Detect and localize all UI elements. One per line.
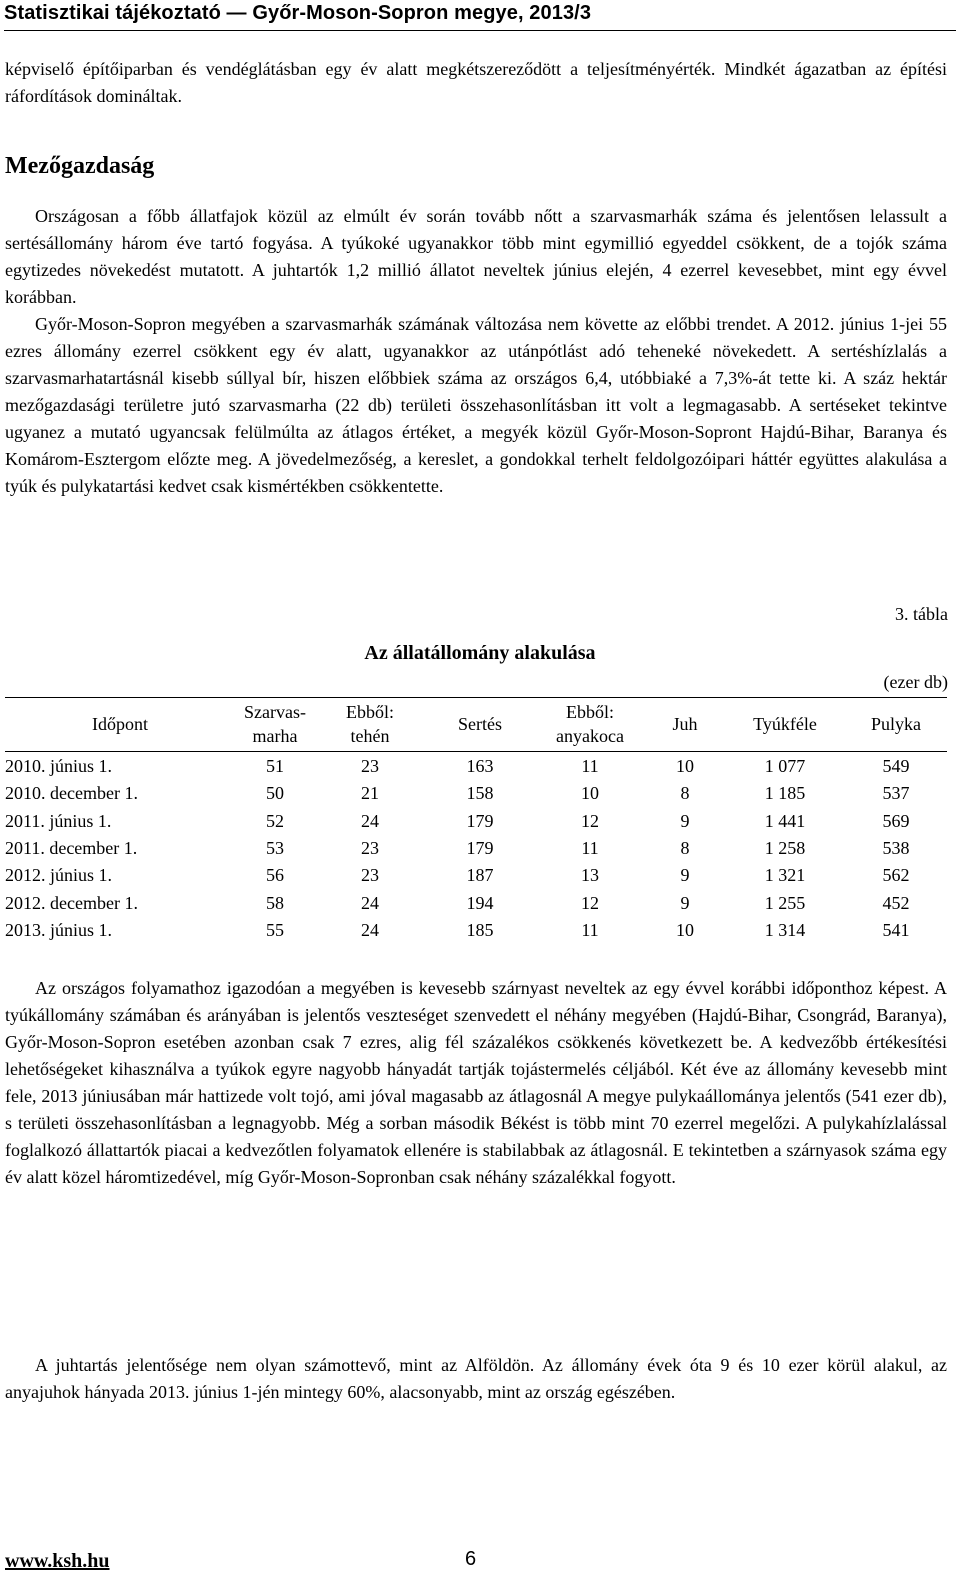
table-number: 3. tábla xyxy=(895,604,948,624)
row-value-cell: 562 xyxy=(882,865,910,886)
row-value-cell: 23 xyxy=(361,865,379,886)
row-value-cell: 8 xyxy=(680,783,690,804)
after-table-paragraph-2: A juhtartás jelentősége nem olyan számottevő, mint az Alföldön. Az állomány évek óta 9 és 10 ezer körül alakul, az anyajuhok hányada 2013. június 1-jén mintegy 60%, alacsonyabb, mint az ország egészében. xyxy=(5,1355,947,1402)
row-value-cell: 187 xyxy=(466,865,494,886)
row-value-cell: 10 xyxy=(676,919,694,940)
footer-link[interactable]: www.ksh.hu xyxy=(5,1550,110,1572)
row-value-cell: 11 xyxy=(581,756,599,776)
row-value-cell: 21 xyxy=(361,783,379,804)
row-value-cell: 9 xyxy=(680,865,690,886)
row-value-cell: 163 xyxy=(466,756,494,776)
col-header-tyukfele: Tyúkféle xyxy=(753,714,817,734)
row-value-cell: 10 xyxy=(676,756,694,776)
row-date-cell: 2010. december 1. xyxy=(5,783,138,804)
row-value-cell: 8 xyxy=(680,837,690,858)
row-value-cell: 537 xyxy=(882,783,910,804)
intro-paragraph: képviselő építőiparban és vendéglátásban egy év alatt megkétszereződött a teljesítményérték. Mindkét ágazatban az építési ráfordítások domináltak. xyxy=(5,59,947,106)
table-header-rule xyxy=(5,751,947,752)
table-title: Az állatállomány alakulása xyxy=(364,642,596,664)
row-value-cell: 1 258 xyxy=(764,837,806,858)
row-date-cell: 2012. december 1. xyxy=(5,892,138,913)
row-date-cell: 2010. június 1. xyxy=(5,756,113,776)
header-title: Statisztikai tájékoztató — Győr-Moson-Sopron megye, 2013/3 xyxy=(4,2,592,24)
row-value-cell: 12 xyxy=(581,810,599,831)
row-value-cell: 13 xyxy=(581,865,599,886)
row-value-cell: 56 xyxy=(266,865,284,886)
row-value-cell: 23 xyxy=(361,837,379,858)
row-value-cell: 1 077 xyxy=(764,756,806,776)
row-date-cell: 2013. június 1. xyxy=(5,919,113,940)
row-value-cell: 24 xyxy=(361,810,379,831)
page-header xyxy=(4,0,956,31)
col-header-teheni: Ebből: tehén xyxy=(346,702,394,746)
row-value-cell: 538 xyxy=(882,837,910,858)
col-header-serte: Sertés xyxy=(458,714,502,734)
row-value-cell: 179 xyxy=(466,837,494,858)
row-date-cell: 2012. június 1. xyxy=(5,865,113,886)
section-paragraph-1: Országosan a főbb állatfajok közül az elmúlt év során tovább nőtt a szarvasmarhák száma és jelentősen lelassult a sertésállomány három éve tartó fogyása. A tyúkoké ugyanakkor több mint egymillió egyeddel csökkent, de a tojók száma egytizedes növekedést mutatott. A juhtartók 1,2 millió állatot neveltek június elején, 4 ezerrel kevesebbet, mint egy évvel korábban. xyxy=(5,206,947,307)
table-row xyxy=(5,780,947,807)
col-header-szarvasmarha: Szarvas- marha xyxy=(244,702,306,746)
row-value-cell: 24 xyxy=(361,919,379,940)
section-paragraph-2: Győr-Moson-Sopron megyében a szarvasmarhák számának változása nem követte az előbbi trendet. A 2012. június 1-jei 55 ezres állomány ezerrel csökkent egy év alatt, ugyanakkor az utánpótlást adó teheneké növekedett. A sertéshízlalás a szarvasmarhatartásnál kisebb súllyal bír, hiszen előbbiek száma az országos 6,4, utóbbiaké a 7,3%-át tette ki. A száz hektár mezőgazdasági területre jutó szarvasmarha (22 db) területi összehasonlításban itt volt a legmagasabb. A sertéseket tekintve ugyanez a mutató ugyancsak felülmúlta az átlagos értéket, a megyék közül Győr-Moson-Sopront Hajdú-Bihar, Baranya és Komárom-Esztergom előzte meg. A jövedelmezőség, a kereslet, a gondokkal terhelt feldolgozóipari háttér együttes alakulása a tyúk és pulykatartási kedvet csak kismértékben csökkentette. xyxy=(5,314,947,496)
table-row xyxy=(5,835,947,862)
row-value-cell: 24 xyxy=(361,892,379,913)
row-value-cell: 158 xyxy=(466,783,494,804)
row-value-cell: 12 xyxy=(581,892,599,913)
table-row xyxy=(5,753,947,780)
page-number: 6 xyxy=(465,1548,477,1570)
row-value-cell: 50 xyxy=(266,783,284,804)
col-header-pulyka: Pulyka xyxy=(870,714,921,734)
table-row xyxy=(5,890,947,917)
row-value-cell: 9 xyxy=(680,810,690,831)
row-value-cell: 11 xyxy=(581,837,599,858)
table-row xyxy=(5,917,947,944)
row-value-cell: 569 xyxy=(882,810,910,831)
row-value-cell: 10 xyxy=(581,783,599,804)
row-value-cell: 179 xyxy=(466,810,494,831)
row-value-cell: 53 xyxy=(266,837,284,858)
row-value-cell: 549 xyxy=(882,756,910,776)
row-value-cell: 1 441 xyxy=(764,810,806,831)
row-value-cell: 1 185 xyxy=(764,783,806,804)
after-table-paragraph-1: Az országos folyamathoz igazodóan a megyében is kevesebb szárnyast neveltek az egy évvel korábbi időponthoz képest. A tyúkállomány számában és arányában is jelentős veszteséget szenvedett el néhány megyében (Hajdú-Bihar, Csongrád, Baranya), Győr-Moson-Sopron esetében azonban csak 7 ezres, alig fél százalékos csökkenés következett be. A kedvezőbb értékesítési lehetőségeket kihasználva a tyúkok egyre nagyobb hányadát tartják tojástermelés céljából. Két éve az állomány kevesebb mint fele, 2013 júniusában már hattizede volt tojó, ami jóval magasabb az átlagosnál A megye pulykaállománya jelentős (541 ezer db), s területi összehasonlításban a legnagyobb. Még a sorban második Békést is több mint 70 ezerrel megelőzi. A pulykahízlalással foglalkozó állattartók piacai a kedvezőtlen folyamatok ellenére is stabilabbak az átlagosnál. E tekintetben a szárnyasok száma egy év alatt közel háromtizedével, míg Győr-Moson-Sopronban csak néhány százalékkal fogyott. xyxy=(5,978,947,1187)
row-value-cell: 185 xyxy=(466,919,494,940)
table-row xyxy=(5,808,947,835)
row-value-cell: 51 xyxy=(266,756,284,776)
row-value-cell: 52 xyxy=(266,810,284,831)
col-header-anyakoca: Ebből: anyakoca xyxy=(556,702,624,746)
row-date-cell: 2011. június 1. xyxy=(5,810,112,831)
col-header-idopont: Időpont xyxy=(92,714,148,734)
row-value-cell: 1 255 xyxy=(764,892,806,913)
row-value-cell: 1 321 xyxy=(764,865,806,886)
row-value-cell: 23 xyxy=(361,756,379,776)
table-row xyxy=(5,862,947,889)
row-value-cell: 452 xyxy=(882,892,910,913)
row-date-cell: 2011. december 1. xyxy=(5,837,138,858)
row-value-cell: 541 xyxy=(882,919,910,940)
col-header-juh: Juh xyxy=(672,714,698,734)
section-heading: Mezőgazdaság xyxy=(5,153,155,179)
table-unit: (ezer db) xyxy=(883,672,948,692)
row-value-cell: 58 xyxy=(266,892,284,913)
row-value-cell: 194 xyxy=(466,892,494,913)
row-value-cell: 1 314 xyxy=(764,919,806,940)
row-value-cell: 9 xyxy=(680,892,690,913)
row-value-cell: 55 xyxy=(266,919,284,940)
row-value-cell: 11 xyxy=(581,919,599,940)
